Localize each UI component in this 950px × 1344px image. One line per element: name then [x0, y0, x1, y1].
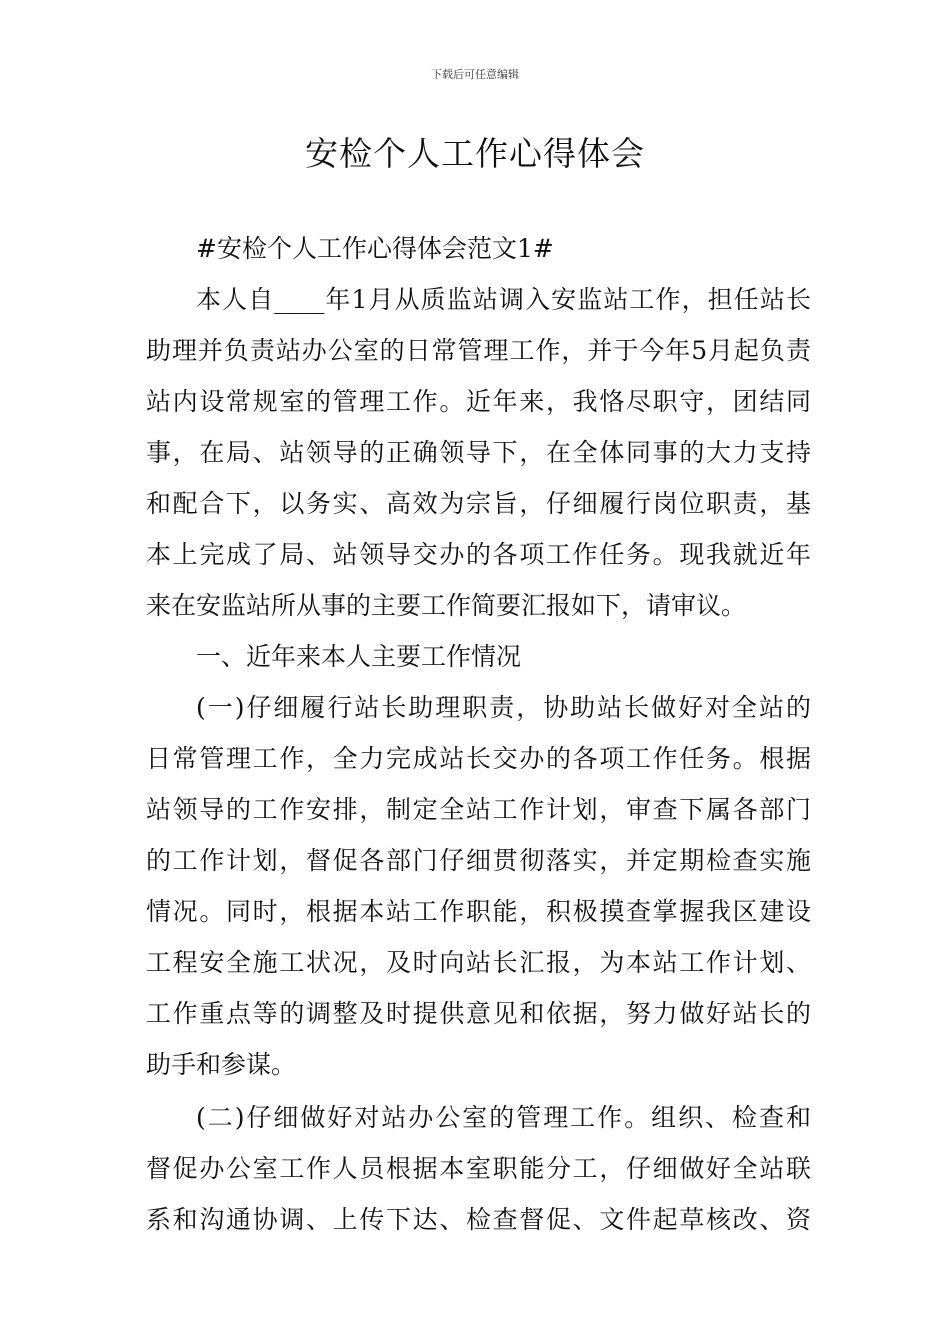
paragraph-line: 来在安监站所从事的主要工作简要汇报如下，请审议。 — [146, 591, 747, 620]
paragraph-line: 情况。同时，根据本站工作职能，积极摸查掌握我区建设 — [146, 897, 811, 926]
paragraph-line: 工程安全施工状况，及时向站长汇报，为本站工作计划、 — [146, 948, 811, 977]
paragraph-line: 的工作计划，督促各部门仔细贯彻落实，并定期检查实施 — [146, 846, 811, 875]
header-note: 下载后可任意编辑 — [431, 68, 519, 81]
paragraph-line: (二)仔细做好对站办公室的管理工作。组织、检查和 — [196, 1103, 811, 1132]
paragraph-line: 助理并负责站办公室的日常管理工作，并于今年5月起负责 — [146, 336, 811, 365]
paragraph-line: 站内设常规室的管理工作。近年来，我恪尽职守，团结同 — [146, 387, 811, 416]
paragraph-line: 本上完成了局、站领导交办的各项工作任务。现我就近年 — [146, 540, 811, 569]
paragraph-line: 督促办公室工作人员根据本室职能分工，仔细做好全站联 — [146, 1154, 811, 1183]
paragraph-line: 站领导的工作安排，制定全站工作计划，审查下属各部门 — [146, 795, 811, 824]
paragraph-line: 助手和参谋。 — [146, 1050, 297, 1079]
paragraph-line: (一)仔细履行站长助理职责，协助站长做好对全站的 — [196, 693, 811, 722]
document-body — [146, 223, 811, 1245]
subsection-heading: 一、近年来本人主要工作情况 — [196, 642, 522, 671]
paragraph-line: 和配合下，以务实、高效为宗旨，仔细履行岗位职责，基 — [146, 489, 811, 518]
paragraph-line: 本人自____年1月从质监站调入安监站工作，担任站长 — [196, 285, 811, 314]
document-title: 安检个人工作心得体会 — [305, 134, 645, 173]
paragraph-line: 工作重点等的调整及时提供意见和依据，努力做好站长的 — [146, 999, 811, 1028]
paragraph-line: 系和沟通协调、上传下达、检查督促、文件起草核改、资 — [146, 1205, 811, 1234]
section-heading: #安检个人工作心得体会范文1# — [196, 234, 554, 263]
paragraph-line: 日常管理工作，全力完成站长交办的各项工作任务。根据 — [146, 744, 811, 773]
paragraph-line: 事，在局、站领导的正确领导下，在全体同事的大力支持 — [146, 438, 811, 467]
